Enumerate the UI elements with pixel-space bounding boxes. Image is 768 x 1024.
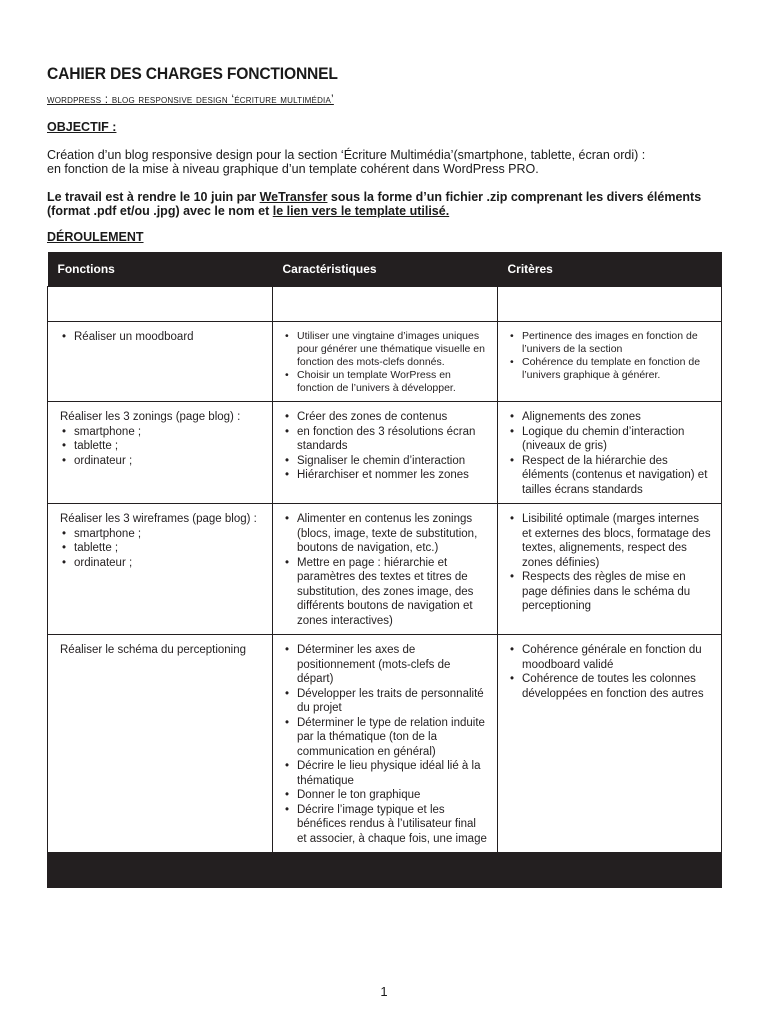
objective-text xyxy=(47,148,721,176)
header-caracteristiques: Caractéristiques xyxy=(273,252,498,287)
criteres-list xyxy=(508,410,711,497)
fonction-label: Réaliser le schéma du perceptioning xyxy=(60,644,247,656)
table-spacer-row xyxy=(48,287,722,322)
table-body xyxy=(48,322,722,853)
cell-criteres xyxy=(498,402,722,504)
list-item: • Choisir un template WorPress en fonction de l’univers à développer. xyxy=(283,369,487,395)
list-item: • smartphone ; xyxy=(60,425,262,440)
list-item: • tablette ; xyxy=(60,541,262,556)
cell-criteres xyxy=(498,635,722,853)
objective-line-1: Création d’un blog responsive design pour la section ‘Écriture Multimédia’(smartphone, tablette, écran ordi) : xyxy=(47,148,646,162)
list-item: • Lisibilité optimale (marges internes et externes des blocs, formatage des textes, alignements, respect des zones définies) xyxy=(508,512,711,570)
list-item: • Cohérence du template en fonction de l’univers graphique à générer. xyxy=(508,356,711,382)
cell-fonction xyxy=(48,322,273,402)
cell-caracteristiques xyxy=(273,322,498,402)
list-item: • smartphone ; xyxy=(60,527,262,542)
list-item: • Réaliser un moodboard xyxy=(60,330,262,345)
list-item: • Hiérarchiser et nommer les zones xyxy=(283,468,487,483)
cell-caracteristiques xyxy=(273,635,498,853)
list-item: • Alignements des zones xyxy=(508,410,711,425)
cell-fonction xyxy=(48,402,273,504)
list-item: • en fonction des 3 résolutions écran standards xyxy=(283,425,487,454)
list-item: • Déterminer le type de relation induite par la thématique (ton de la communication en général) xyxy=(283,716,487,760)
list-item: • Signaliser le chemin d’interaction xyxy=(283,454,487,469)
list-item: • Respects des règles de mise en page définies dans le schéma du perceptioning xyxy=(508,570,711,614)
cell-caracteristiques xyxy=(273,402,498,504)
objective-line-2: en fonction de la mise à niveau graphique d’un template cohérent dans WordPress PRO. xyxy=(47,162,539,176)
table-row xyxy=(48,322,722,402)
caracteristiques-list xyxy=(283,643,487,846)
table-footer-bar xyxy=(48,853,722,888)
list-item: • Cohérence de toutes les colonnes développées en fonction des autres xyxy=(508,672,711,701)
list-item: • Mettre en page : hiérarchie et paramètres des textes et titres de substitution, des zones image, des différents boutons de navigation et zones interactives) xyxy=(283,556,487,629)
list-item: • Donner le ton graphique xyxy=(283,788,487,803)
list-item: • Décrire le lieu physique idéal lié à la thématique xyxy=(283,759,487,788)
list-item: • Pertinence des images en fonction de l’univers de la section xyxy=(508,330,711,356)
list-item: • Alimenter en contenus les zonings (blocs, image, texte de substitution, boutons de navigation, etc.) xyxy=(283,512,487,556)
document-page xyxy=(47,64,721,244)
deadline-text xyxy=(47,190,721,218)
list-item: • Créer des zones de contenus xyxy=(283,410,487,425)
table-row xyxy=(48,635,722,853)
document-subtitle: wordpress : blog responsive design ‘écriture multimédia’ xyxy=(47,92,334,106)
caracteristiques-list xyxy=(283,512,487,628)
caracteristiques-list xyxy=(283,330,487,395)
fonction-list xyxy=(60,330,262,345)
cell-criteres xyxy=(498,504,722,635)
list-item: • Utiliser une vingtaine d’images uniques pour générer une thématique visuelle en fonction des mots-clefs donnés. xyxy=(283,330,487,369)
objective-heading: OBJECTIF : xyxy=(47,120,117,134)
list-item: • Logique du chemin d’interaction (niveaux de gris) xyxy=(508,425,711,454)
header-criteres: Critères xyxy=(498,252,722,287)
table-row xyxy=(48,402,722,504)
list-item: • ordinateur ; xyxy=(60,556,262,571)
table-header-row xyxy=(48,252,722,287)
device-list xyxy=(60,527,262,571)
deadline-part-2: sous la forme d’un fichier .zip comprenant les divers éléments (format .pdf et/ou .jpg) avec le nom et xyxy=(47,190,702,218)
criteres-list xyxy=(508,512,711,614)
template-link[interactable]: le lien vers le template utilisé. xyxy=(272,204,450,218)
table-row xyxy=(48,504,722,635)
fonction-label: Réaliser les 3 wireframes (page blog) : xyxy=(60,513,257,525)
cell-criteres xyxy=(498,322,722,402)
list-item: • Développer les traits de personnalité du projet xyxy=(283,687,487,716)
list-item: • Déterminer les axes de positionnement (mots-clefs de départ) xyxy=(283,643,487,687)
wetransfer-link[interactable]: WeTransfer xyxy=(259,190,328,204)
document-title: CAHIER DES CHARGES FONCTIONNEL xyxy=(47,64,338,83)
page-number: 1 xyxy=(380,984,388,999)
list-item: • Respect de la hiérarchie des éléments (contenus et navigation) et tailles écrans standards xyxy=(508,454,711,498)
device-list xyxy=(60,425,262,469)
criteres-list xyxy=(508,330,711,382)
functions-table xyxy=(47,252,722,888)
deroulement-heading: DÉROULEMENT xyxy=(47,230,144,244)
criteres-list xyxy=(508,643,711,701)
list-item: • Décrire l’image typique et les bénéfices rendus à l’utilisateur final et associer, à chaque fois, une image xyxy=(283,803,487,847)
list-item: • ordinateur ; xyxy=(60,454,262,469)
cell-fonction xyxy=(48,635,273,853)
list-item: • Cohérence générale en fonction du moodboard validé xyxy=(508,643,711,672)
header-fonctions: Fonctions xyxy=(48,252,273,287)
caracteristiques-list xyxy=(283,410,487,483)
cell-caracteristiques xyxy=(273,504,498,635)
fonction-label: Réaliser les 3 zonings (page blog) : xyxy=(60,411,241,423)
cell-fonction xyxy=(48,504,273,635)
list-item: • tablette ; xyxy=(60,439,262,454)
deadline-part-1: Le travail est à rendre le 10 juin par xyxy=(47,190,260,204)
